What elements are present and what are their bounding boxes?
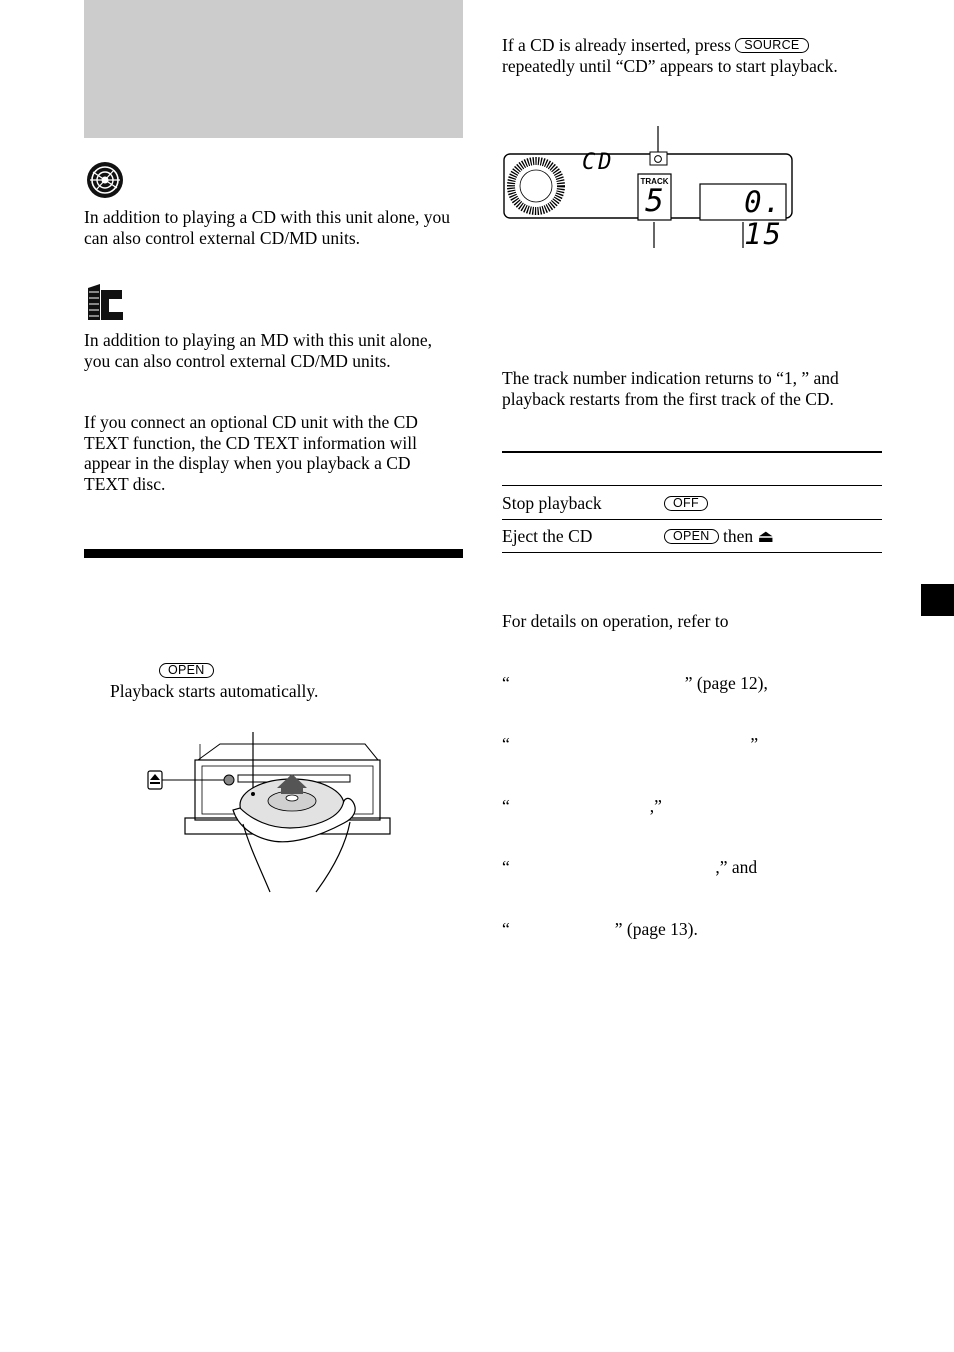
open-button[interactable]: OPEN <box>159 663 214 678</box>
op-action: Stop playback <box>502 492 602 513</box>
source-intro-text-2: repeatedly until “CD” appears to start playback. <box>502 55 838 76</box>
table-row <box>502 487 882 520</box>
cd-logo-icon <box>84 160 126 205</box>
refer-line: “ ” <box>502 734 759 754</box>
refer-section <box>502 570 882 960</box>
section-header-box <box>84 0 463 138</box>
refer-line: “ ,” and <box>502 857 758 877</box>
source-intro <box>502 35 882 76</box>
md-intro-paragraph: In addition to playing an MD with this unit alone, you can also control external CD/MD units. <box>84 330 433 371</box>
md-logo-icon <box>86 282 126 327</box>
table-top-rule <box>502 451 882 453</box>
cd-intro-paragraph: In addition to playing a CD with this unit alone, you can also control external CD/MD units. <box>84 207 451 248</box>
off-button[interactable]: OFF <box>664 496 708 511</box>
lcd-track-number: 5 <box>645 183 664 219</box>
cd-text-paragraph: If you connect an optional CD unit with the CD TEXT function, the CD TEXT information will appear in the display when you playback a CD TEXT disc. <box>84 412 418 494</box>
source-intro-text-1: If a CD is already inserted, press <box>502 35 731 55</box>
refer-line: “ ,” <box>502 795 662 816</box>
track-return-note: The track number indication returns to “1, ” and playback restarts from the first track of the CD. <box>502 368 839 409</box>
refer-line: “ ” (page 12), <box>502 672 768 693</box>
lcd-source-label: CD <box>582 150 615 175</box>
lcd-elapsed-time: 0. 15 <box>744 185 783 251</box>
refer-line: For details on operation, refer to <box>502 611 729 631</box>
table-row <box>502 520 882 553</box>
op-suffix: then ⏏ <box>723 525 775 546</box>
source-button[interactable]: SOURCE <box>735 38 808 53</box>
playback-note: Playback starts automatically. <box>110 681 319 701</box>
page-side-tab <box>921 584 954 616</box>
open-eject-button[interactable]: OPEN <box>664 529 719 544</box>
refer-line: “ ” (page 13). <box>502 918 698 939</box>
operation-table <box>502 487 882 553</box>
cd-insert-illustration <box>140 728 400 901</box>
lcd-track-label: TRACK <box>640 177 669 186</box>
table-header-rule <box>502 485 882 486</box>
op-action: Eject the CD <box>502 525 593 546</box>
section-divider <box>84 549 463 558</box>
